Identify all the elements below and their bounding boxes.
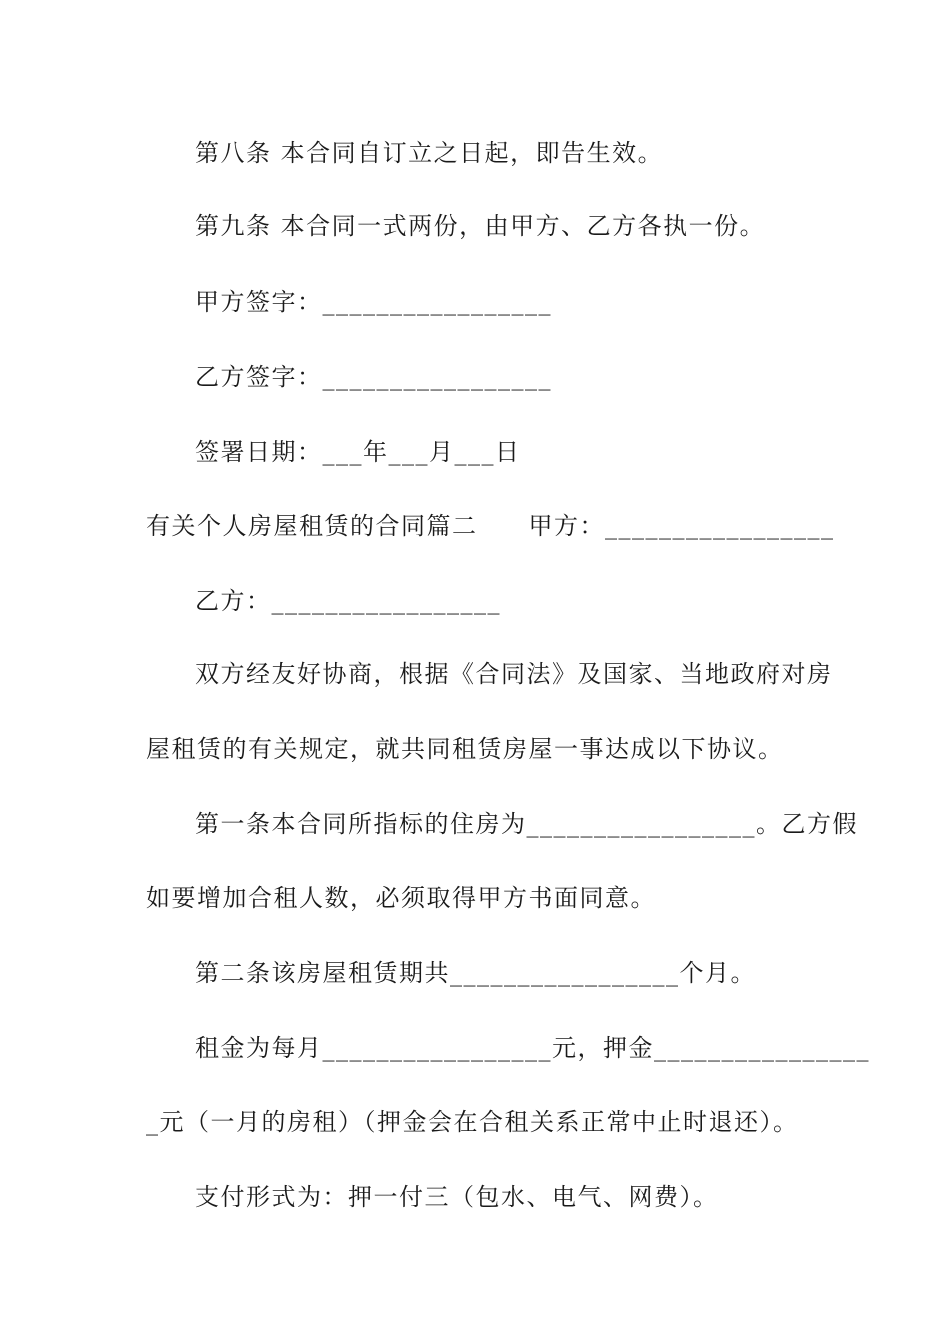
party-b-signature-line: 乙方签字：_________________ xyxy=(195,363,552,391)
party-a-signature-line: 甲方签字：_________________ xyxy=(195,288,552,316)
preamble-line-1: 双方经友好协商，根据《合同法》及国家、当地政府对房 xyxy=(195,660,833,688)
article-2-line: 第二条该房屋租赁期共_________________个月。 xyxy=(195,959,756,987)
payment-method-line: 支付形式为：押一付三（包水、电气、网费）。 xyxy=(195,1183,719,1211)
clause-8: 第八条 本合同自订立之日起，即告生效。 xyxy=(195,139,664,167)
clause-9: 第九条 本合同一式两份，由甲方、乙方各执一份。 xyxy=(195,212,766,240)
article-1-line-1: 第一条本合同所指标的住房为_________________。乙方假 xyxy=(195,810,858,838)
rent-deposit-line-2: _元（一月的房租）（押金会在合租关系正常中止时退还）。 xyxy=(146,1108,799,1136)
article-1-line-2: 如要增加合租人数，必须取得甲方书面同意。 xyxy=(146,884,656,912)
party-b-line: 乙方：_________________ xyxy=(195,587,501,615)
rent-deposit-line-1: 租金为每月_________________元，押金________________ xyxy=(195,1034,870,1062)
preamble-line-2: 屋租赁的有关规定，就共同租赁房屋一事达成以下协议。 xyxy=(146,735,784,763)
signing-date-line: 签署日期：___年___月___日 xyxy=(195,438,521,466)
section-title-party-a: 有关个人房屋租赁的合同篇二 甲方：_________________ xyxy=(146,512,835,540)
